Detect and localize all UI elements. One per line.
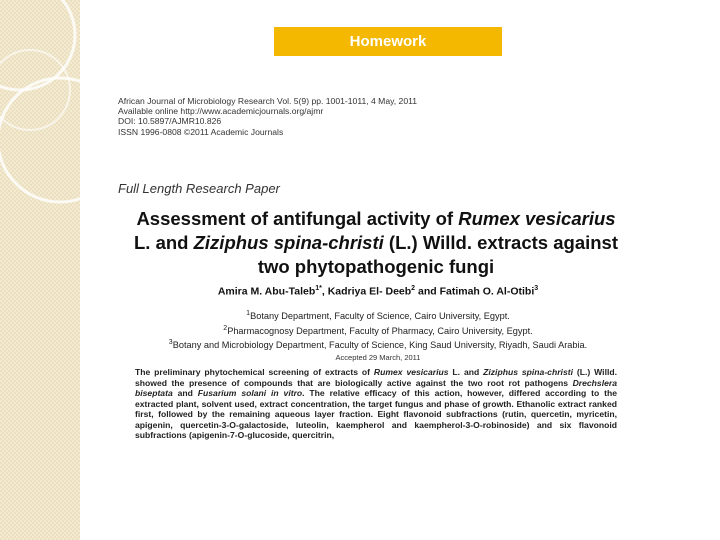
title-species-1: Rumex vesicarius xyxy=(458,208,616,229)
journal-issn: ISSN 1996-0808 ©2011 Academic Journals xyxy=(118,126,284,137)
journal-doi: DOI: 10.5897/AJMR10.826 xyxy=(118,116,222,127)
journal-citation: African Journal of Microbiology Research Vol. 5(9) pp. 1001-1011, 4 May, 2011 xyxy=(118,96,418,106)
author-2-sup: 2 xyxy=(411,285,416,292)
decorative-side-band xyxy=(0,0,80,540)
paper-type: Full Length Research Paper xyxy=(118,181,280,196)
affiliation-2: $^2$Pharmacognosy Department, Faculty of Pharmacy, Cairo University, Egypt. xyxy=(223,324,533,336)
affiliations xyxy=(118,308,638,352)
title-species-2: Ziziphus spina-christi xyxy=(193,232,384,253)
author-1-sup: 1* xyxy=(315,285,322,292)
title-text-4: two phytopathogenic fungi xyxy=(257,256,495,277)
title-text-3: (L.) Willd. extracts against xyxy=(383,232,618,253)
author-1: Amira M. Abu-Taleb xyxy=(217,285,316,298)
author-3-sup: 3 xyxy=(534,285,539,292)
title-text-2: L. and xyxy=(133,232,194,253)
paper-title xyxy=(112,207,640,279)
affiliation-1: $^1$Botany Department, Faculty of Science, Cairo University, Egypt. xyxy=(246,310,510,322)
author-2: , Kadriya El- Deeb xyxy=(321,285,412,298)
abstract: The preliminary phytochemical screening of extracts of Rumex vesicarius L. and Ziziphus spina-christi (L.) Willd. showed the presence of compounds that are biologically active against the two root rot pathogens Drechslera biseptata and Fusarium solani in vitro. The relative efficacy of this action, however, differed according to the extracted plant, solvent used, extract concentration, the target fungus and phase of growth. Ethanolic extract ranked first, followed by the remaining aqueous layer fraction. Eight flavonoid subfractions (rutin, quercetin, myricetin, apigenin, quercetin-3-O-galactoside, luteolin, kaempherol and kaempherol-3-O-robinoside) and six flavonoid subfractions (apigenin-7-O-glucoside, quercitrin, xyxy=(135,367,618,440)
banner-label: Homework xyxy=(349,33,427,50)
accepted-date: Accepted 29 March, 2011 xyxy=(335,353,421,362)
author-3: and Fatimah O. Al-Otibi xyxy=(415,285,535,298)
author-list xyxy=(118,285,638,298)
journal-info xyxy=(118,96,417,137)
title-text-1: Assessment of antifungal activity of xyxy=(136,208,459,229)
journal-url: Available online http://www.academicjournals.org/ajmr xyxy=(118,106,324,117)
homework-banner xyxy=(274,27,502,56)
decorative-circles xyxy=(0,0,80,540)
affiliation-3: $^3$Botany and Microbiology Department, Faculty of Science, King Saud University, Riyadh, Saudi Arabia. xyxy=(168,339,588,351)
